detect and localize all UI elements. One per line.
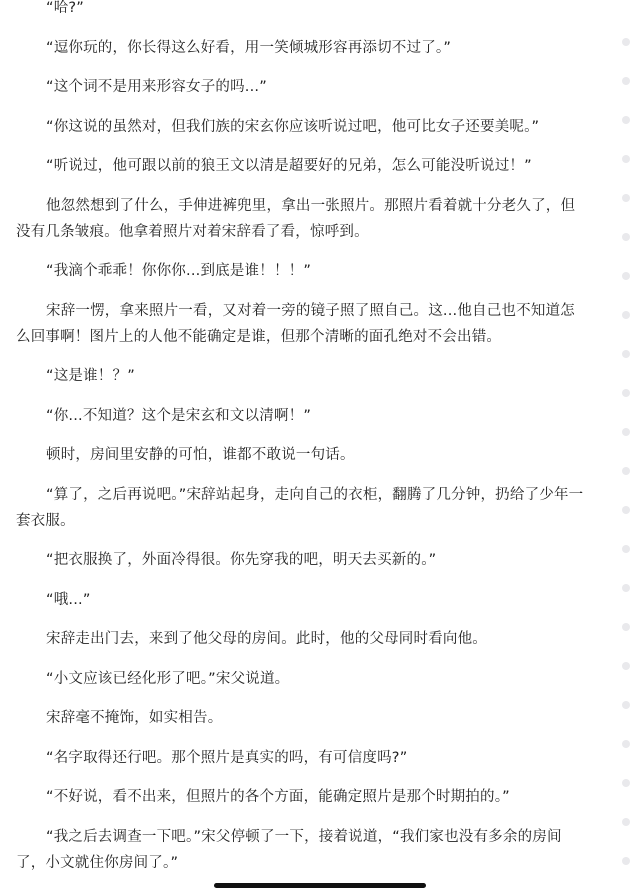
scroll-dot [622, 428, 630, 436]
scroll-dot [622, 545, 630, 553]
paragraph: “听说过，他可跟以前的狼王文以清是超要好的兄弟，怎么可能没听说过！” [46, 158, 532, 174]
scroll-dot [622, 155, 630, 163]
paragraph: “逗你玩的，你长得这么好看，用一笑倾城形容再添切不过了。” [46, 39, 452, 56]
paragraph: “把衣服换了，外面冷得很。你先穿我的吧，明天去买新的。” [46, 552, 437, 568]
paragraph: “哦...” [46, 591, 91, 608]
paragraph: “算了，之后再说吧。”宋辞站起身，走向自己的衣柜，翻腾了几分钟，扔给了少年一套衣服。 [16, 486, 584, 529]
scroll-dot [622, 233, 630, 241]
scroll-dot [622, 350, 630, 358]
paragraph: 顿时，房间里安静的可怕，谁都不敢说一句话。 [46, 447, 355, 463]
scroll-dot [622, 584, 630, 592]
scroll-dot [622, 506, 630, 514]
paragraph: “名字取得还行吧。那个照片是真实的吗，有可信度吗?” [46, 749, 408, 766]
scroll-dot [622, 857, 630, 865]
paragraph: “不好说，看不出来，但照片的各个方面，能确定照片是那个时期拍的。” [46, 789, 510, 805]
scroll-dot [622, 77, 630, 85]
paragraph: “小文应该已经化形了吧。”宋父说道。 [46, 670, 290, 687]
scroll-dot [622, 623, 630, 631]
scroll-dot [622, 818, 630, 826]
page-scroll-indicator[interactable] [622, 0, 634, 895]
paragraph: “这个词不是用来形容女子的吗...” [46, 79, 267, 95]
paragraph: “你这说的虽然对，但我们族的宋玄你应该听说过吧，他可比女子还要美呢。” [46, 118, 540, 135]
paragraph: “我之后去调查一下吧。”宋父停顿了一下，接着说道，“我们家也没有多余的房间了，小文就住你房间了。” [16, 828, 562, 871]
paragraph: “你...不知道？这个是宋玄和文以清啊！” [46, 407, 312, 424]
paragraph: “哈?” [46, 0, 85, 16]
paragraph: 宋辞毫不掩饰，如实相告。 [46, 710, 223, 726]
paragraph: “这是谁！？” [46, 368, 135, 384]
paragraph: 宋辞走出门去，来到了他父母的房间。此时，他的父母同时看向他。 [46, 631, 487, 647]
home-indicator[interactable] [214, 883, 426, 888]
scroll-dot [622, 194, 630, 202]
scroll-dot [622, 38, 630, 46]
scroll-dot [622, 311, 630, 319]
scroll-dot [622, 779, 630, 787]
chapter-text[interactable] [16, 0, 584, 889]
scroll-dot [622, 272, 630, 280]
scroll-dot [622, 389, 630, 397]
scroll-dot [622, 701, 630, 709]
scroll-dot [622, 662, 630, 670]
paragraph: “我滴个乖乖！你你你...到底是谁！！！” [46, 263, 312, 279]
paragraph: 他忽然想到了什么，手伸进裤兜里，拿出一张照片。那照片看着就十分老久了，但没有几条皱痕。他拿着照片对着宋辞看了看，惊呼到。 [16, 197, 576, 240]
scroll-dot [622, 116, 630, 124]
scroll-dot [622, 740, 630, 748]
scroll-dot [622, 467, 630, 475]
paragraph: 宋辞一愣，拿来照片一看，又对着一旁的镜子照了照自己。这...他自己也不知道怎么回事啊！图片上的人他不能确定是谁，但那个清晰的面孔绝对不会出错。 [16, 302, 575, 345]
